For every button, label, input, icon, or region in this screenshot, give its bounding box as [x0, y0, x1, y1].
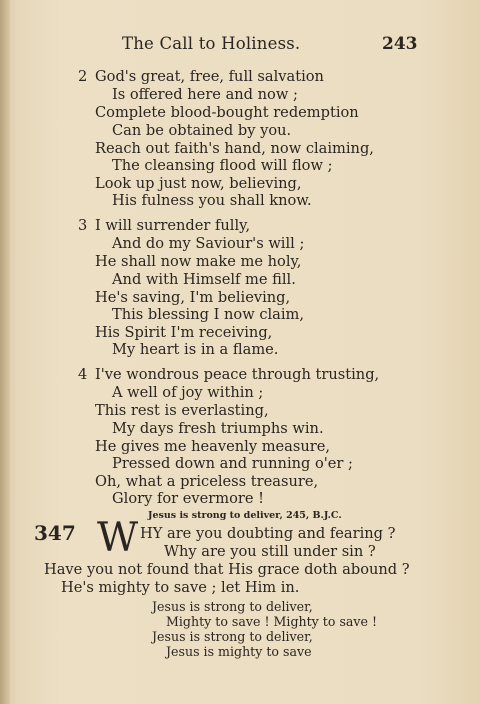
verse-line: Oh, what a priceless treasure,: [95, 473, 319, 490]
chorus-line: Jesus is strong to deliver,: [152, 629, 313, 644]
verse-line: My heart is in a flame.: [112, 341, 279, 358]
verse-line: His fulness you shall know.: [112, 192, 312, 209]
verse-line: And with Himself me fill.: [112, 271, 296, 288]
verse-line: A well of joy within ;: [112, 384, 264, 401]
hymn-line: Have you not found that His grace doth abound ?: [44, 561, 410, 578]
verse-line: He shall now make me holy,: [95, 253, 302, 270]
chorus-line: Jesus is strong to deliver,: [152, 599, 313, 614]
verse-line: Look up just now, believing,: [95, 175, 302, 192]
page-number: 243: [382, 34, 418, 54]
verse-number: 2: [78, 68, 88, 85]
verse-line: His Spirit I'm receiving,: [95, 324, 273, 341]
page-gutter: [0, 0, 10, 704]
verse-line: He gives me heavenly measure,: [95, 438, 331, 455]
verse-line: My days fresh triumphs win.: [112, 420, 324, 437]
hymn-line: HY are you doubting and fearing ?: [140, 525, 396, 542]
verse-line: Pressed down and running o'er ;: [112, 455, 353, 472]
verse-number: 3: [78, 217, 88, 234]
hymn-line: He's mighty to save ; let Him in.: [61, 579, 300, 596]
verse-line: Complete blood-bought redemption: [95, 104, 359, 121]
verse-line: I've wondrous peace through trusting,: [95, 366, 380, 383]
verse-line: Is offered here and now ;: [112, 86, 298, 103]
chorus-line: Mighty to save ! Mighty to save !: [166, 614, 378, 629]
verse-line: This blessing I now claim,: [112, 306, 305, 323]
hymn-number: 347: [34, 521, 76, 545]
verse-line: Glory for evermore !: [112, 490, 265, 507]
verse-line: Can be obtained by you.: [112, 122, 292, 139]
verse-number: 4: [78, 366, 88, 383]
verse-line: God's great, free, full salvation: [95, 68, 324, 85]
chorus-line: Jesus is mighty to save: [166, 644, 312, 659]
verse-line: This rest is everlasting,: [95, 402, 269, 419]
verse-line: He's saving, I'm believing,: [95, 289, 291, 306]
verse-line: I will surrender fully,: [95, 217, 251, 234]
page-header: [0, 34, 480, 58]
running-title: The Call to Holiness.: [122, 34, 301, 53]
verse-line: And do my Saviour's will ;: [112, 235, 305, 252]
verse-line: Reach out faith's hand, now claiming,: [95, 140, 374, 157]
tune-reference: Jesus is strong to deliver, 245, B.J.C.: [148, 510, 342, 521]
drop-cap: W: [97, 515, 139, 561]
hymn-line: Why are you still under sin ?: [164, 543, 376, 560]
verse-line: The cleansing flood will flow ;: [112, 157, 333, 174]
